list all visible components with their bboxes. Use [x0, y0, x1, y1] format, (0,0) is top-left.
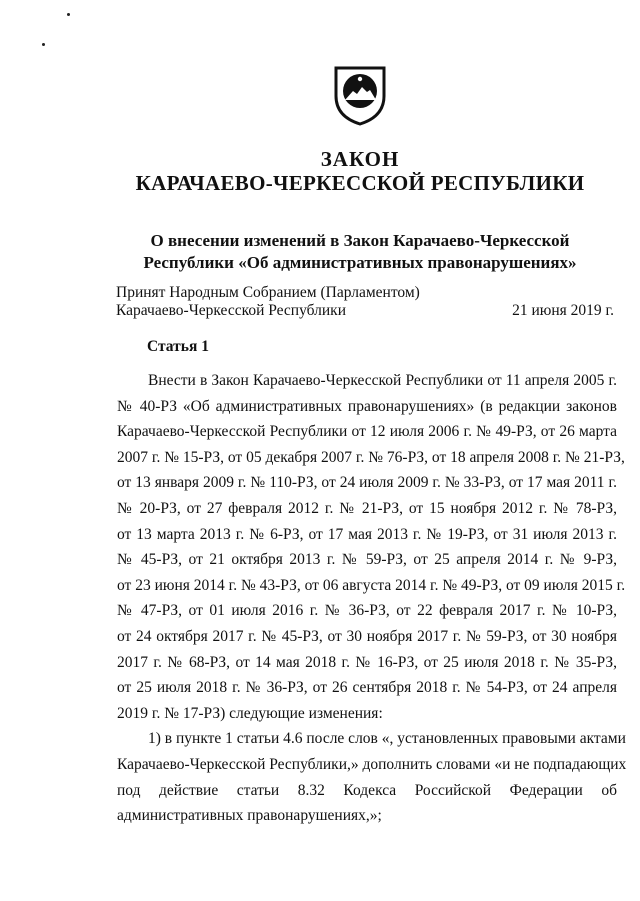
article-body — [117, 368, 627, 829]
adopted-by-line-1: Принят Народным Собранием (Парламентом) — [116, 284, 420, 301]
paragraph-2-line: 1) в пункте 1 статьи 4.6 после слов «, установленных правовыми актами — [148, 730, 626, 748]
paragraph-1-line: от 25 июля 2018 г. № 36-РЗ, от 26 сентября 2018 г. № 54-РЗ, от 24 апреля — [117, 679, 617, 697]
law-title: ЗАКОН — [320, 147, 400, 171]
article-heading: Статья 1 — [147, 338, 209, 355]
paragraph-2-line: административных правонарушениях,»; — [117, 807, 382, 825]
paragraph-1-line: № 20-РЗ, от 27 февраля 2012 г. № 21-РЗ, от 15 ноября 2012 г. № 78-РЗ, — [117, 499, 617, 517]
paragraph-1-line: 2007 г. № 15-РЗ, от 05 декабря 2007 г. № 76-РЗ, от 18 апреля 2008 г. № 21-РЗ, — [117, 448, 625, 466]
paragraph-1-line: от 13 января 2009 г. № 110-РЗ, от 24 июля 2009 г. № 33-РЗ, от 17 мая 2011 г. — [117, 474, 617, 492]
paragraph-2-line: под действие статьи 8.32 Кодекса Российской Федерации об — [117, 781, 617, 799]
paragraph-2-line: Карачаево-Черкесской Республики,» дополнить словами «и не подпадающих — [117, 755, 627, 773]
paragraph-1-line: Внести в Закон Карачаево-Черкесской Республики от 11 апреля 2005 г. — [148, 372, 617, 389]
paragraph-1-line: от 23 июня 2014 г. № 43-РЗ, от 06 августа 2014 г. № 49-РЗ, от 09 июля 2015 г. — [117, 576, 626, 594]
paragraph-1-line: от 13 марта 2013 г. № 6-РЗ, от 17 мая 2013 г. № 19-РЗ, от 31 июля 2013 г. — [117, 525, 617, 543]
law-subtitle-line-2: Республики «Об административных правонарушениях» — [143, 253, 577, 272]
paragraph-1-line: от 24 октября 2017 г. № 45-РЗ, от 30 ноября 2017 г. № 59-РЗ, от 30 ноября — [117, 627, 617, 645]
paragraph-1-line: 2017 г. № 68-РЗ, от 14 мая 2018 г. № 16-РЗ, от 25 июля 2018 г. № 35-РЗ, — [117, 653, 617, 671]
paragraph-1-line: № 40-РЗ «Об административных правонарушениях» (в редакции законов — [117, 397, 617, 415]
adopted-by-line-2: Карачаево-Черкесской Республики — [116, 302, 346, 319]
paragraph-1-line: 2019 г. № 17-РЗ) следующие изменения: — [117, 704, 383, 722]
paragraph-1-line: Карачаево-Черкесской Республики от 12 июля 2006 г. № 49-РЗ, от 26 марта — [117, 423, 617, 441]
paragraph-1-line: № 45-РЗ, от 21 октября 2013 г. № 59-РЗ, от 25 апреля 2014 г. № 9-РЗ, — [117, 551, 617, 569]
law-subtitle-line-1: О внесении изменений в Закон Карачаево-Черкесской — [150, 231, 570, 250]
coat-of-arms-icon — [334, 66, 386, 126]
adoption-date: 21 июня 2019 г. — [512, 302, 614, 319]
paragraph-1-line: № 47-РЗ, от 01 июля 2016 г. № 36-РЗ, от 22 февраля 2017 г. № 10-РЗ, — [117, 602, 617, 620]
republic-title: КАРАЧАЕВО-ЧЕРКЕССКОЙ РЕСПУБЛИКИ — [135, 171, 585, 195]
